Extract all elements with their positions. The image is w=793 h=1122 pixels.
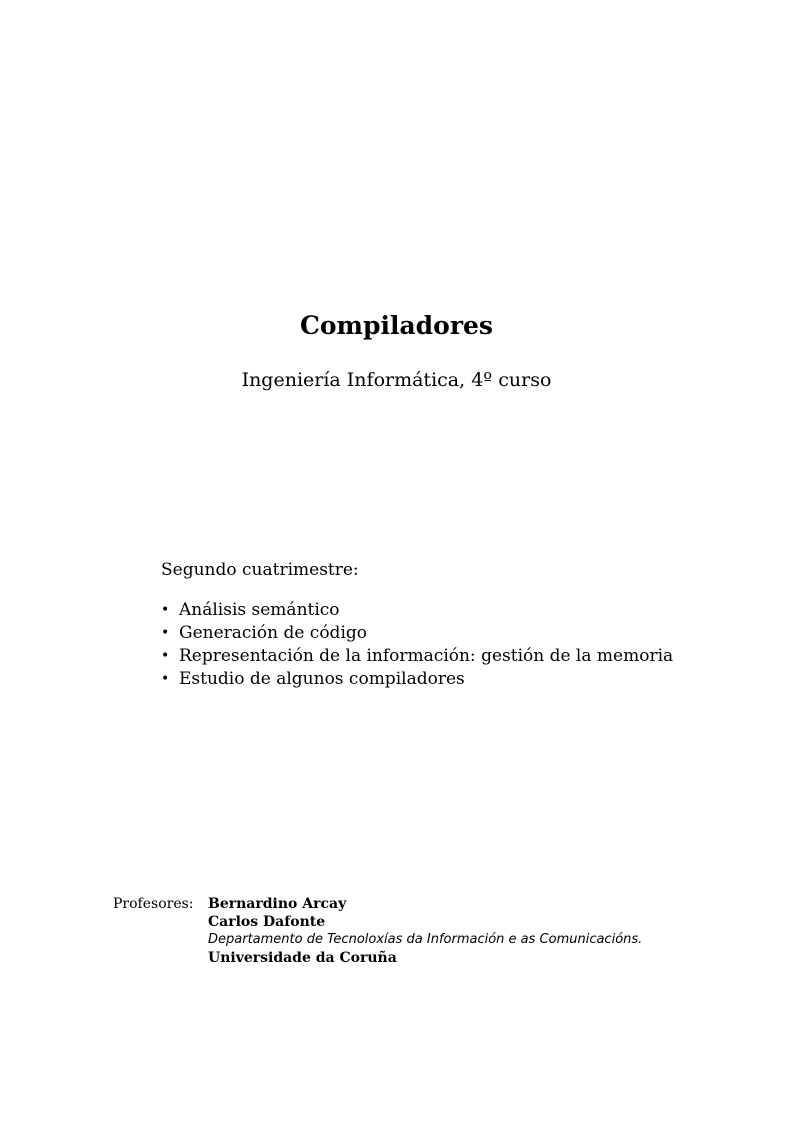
- topic-label: Representación de la información: gestión de la memoria: [179, 646, 674, 666]
- topic-label: Análisis semántico: [179, 600, 340, 620]
- department-name: Departamento de Tecnoloxías da Información e as Comunicacións.: [208, 932, 643, 947]
- university-name: Universidade da Coruña: [208, 950, 397, 966]
- topic-item: [161, 645, 673, 668]
- topic-label: Estudio de algunos compiladores: [179, 669, 465, 689]
- topic-list: [161, 599, 673, 691]
- professor-name: Bernardino Arcay: [208, 896, 347, 912]
- document-title: Compiladores: [299, 311, 493, 340]
- bullet-icon: •: [161, 625, 170, 641]
- topic-item: [161, 622, 673, 645]
- professors-label: Profesores:: [113, 896, 194, 912]
- bullet-icon: •: [161, 671, 170, 687]
- topic-item: [161, 668, 673, 691]
- bullet-icon: •: [161, 602, 170, 618]
- semester-heading: Segundo cuatrimestre:: [161, 560, 359, 580]
- topic-item: [161, 599, 673, 622]
- document-subtitle: Ingeniería Informática, 4º curso: [241, 369, 552, 391]
- professors-block: [208, 895, 642, 967]
- topic-label: Generación de código: [179, 623, 367, 643]
- bullet-icon: •: [161, 648, 170, 664]
- professor-name: Carlos Dafonte: [208, 914, 326, 930]
